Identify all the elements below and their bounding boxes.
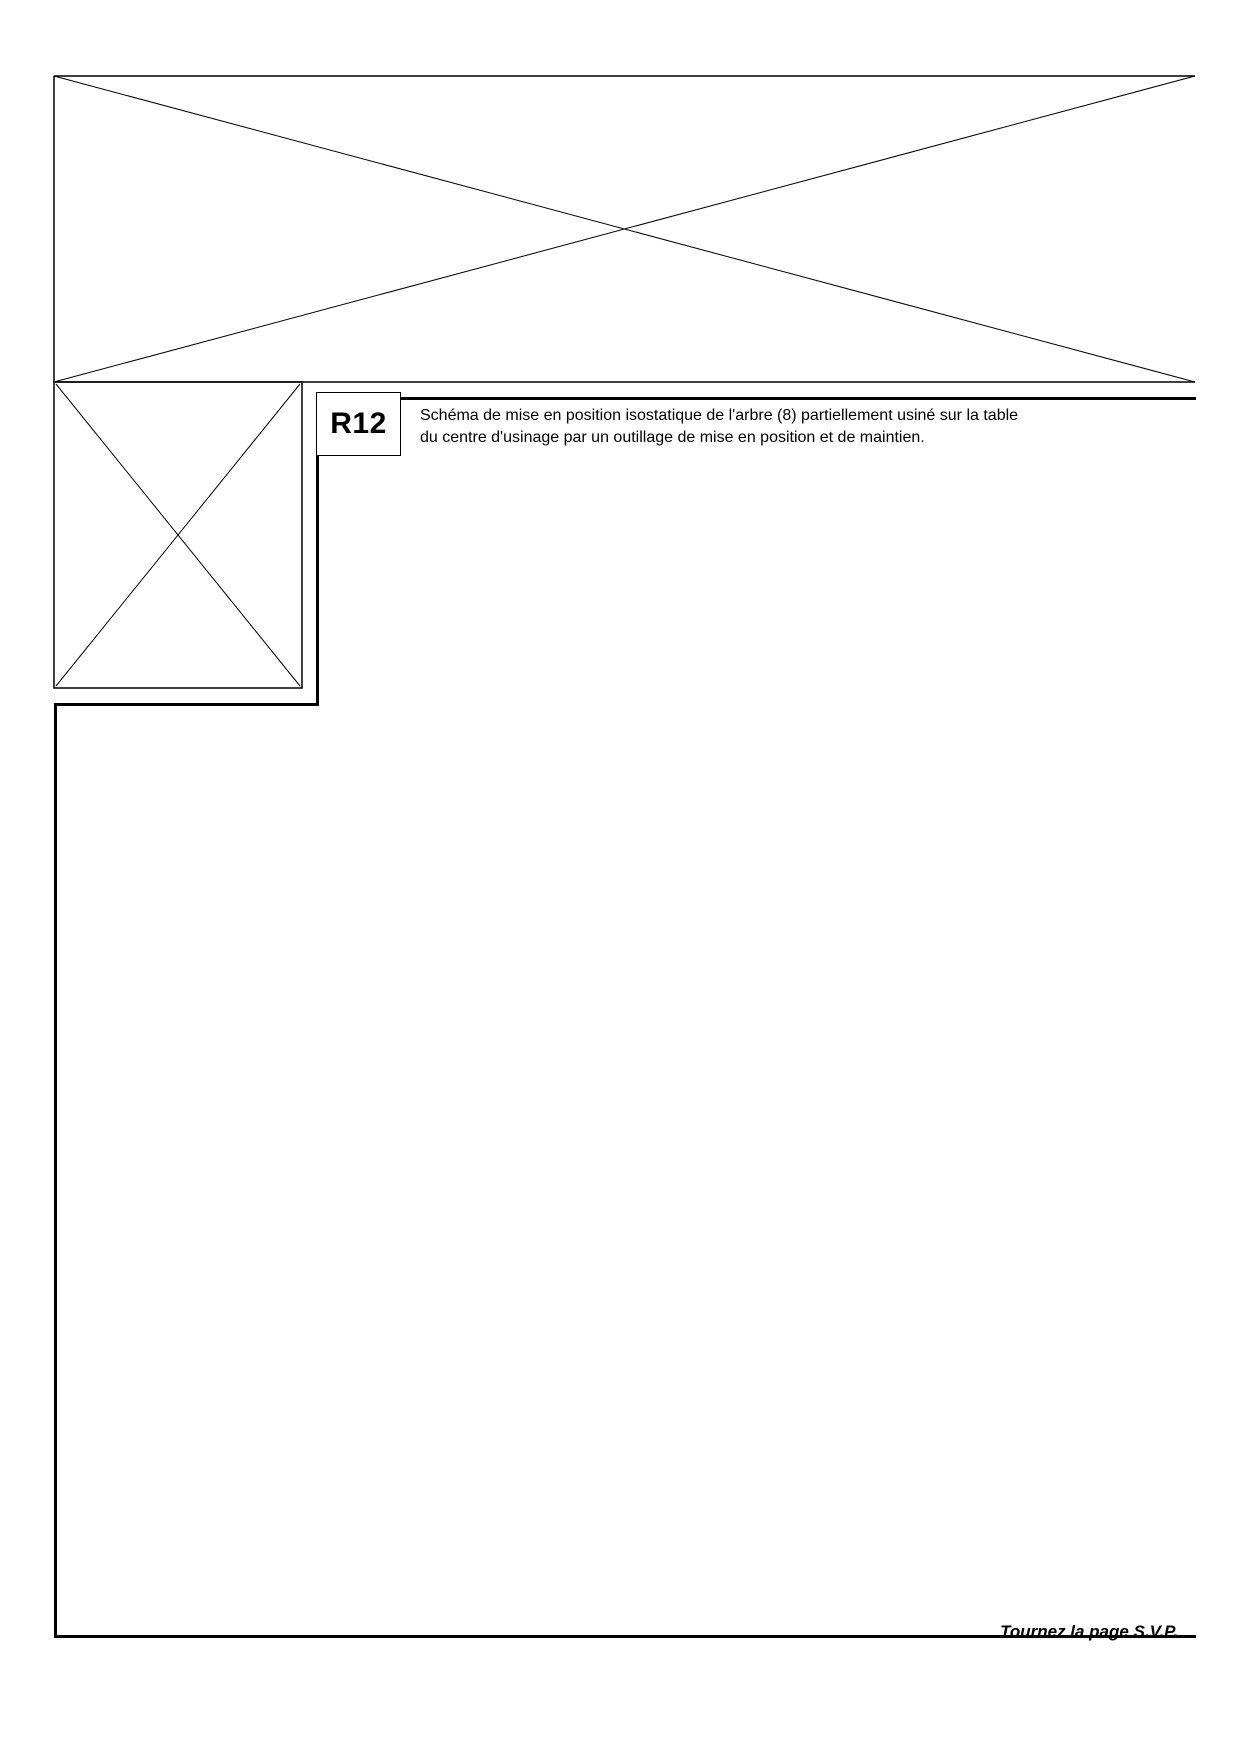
crossed-out-left-box: [0, 0, 320, 700]
answer-frame-left-border: [54, 703, 57, 1638]
question-instruction-line-1: Schéma de mise en position isostatique de l'arbre (8) partiellement usiné sur la table: [420, 407, 1019, 424]
question-number-box: [316, 392, 401, 456]
question-instruction-line-2: du centre d'usinage par un outillage de mise en position et de maintien.: [420, 429, 925, 446]
question-instruction: [420, 405, 1180, 449]
turn-page-notice: Tournez la page S.V.P.: [1000, 1622, 1178, 1641]
answer-frame-top-border: [316, 397, 1196, 400]
question-number: R12: [330, 407, 387, 440]
answer-frame-step-border: [54, 703, 319, 706]
